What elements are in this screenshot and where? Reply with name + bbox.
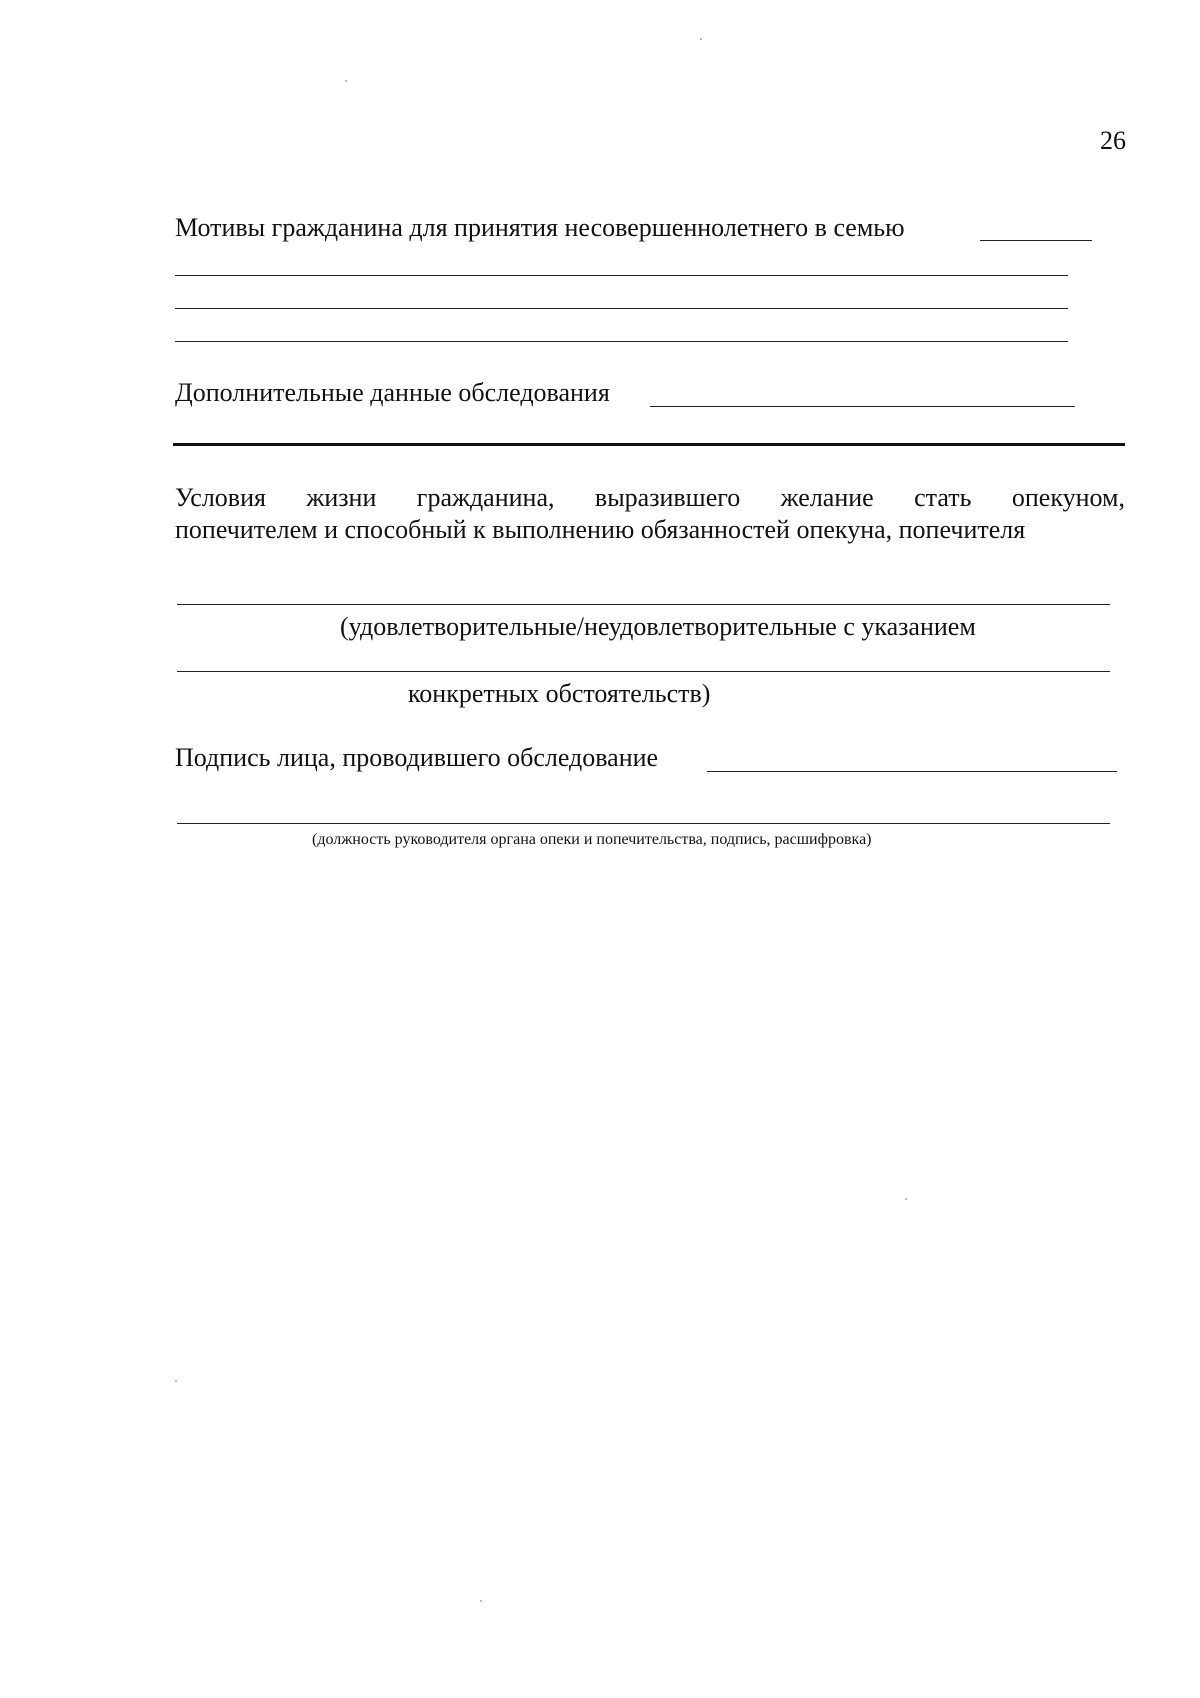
motives-label: Мотивы гражданина для принятия несовершеннолетнего в семью [175, 213, 905, 242]
motives-fill-line[interactable] [980, 240, 1092, 241]
scan-speck [345, 80, 347, 82]
scan-speck [905, 1198, 907, 1200]
conditions-word: жизни [306, 483, 377, 512]
signature-label: Подпись лица, проводившего обследование [175, 743, 659, 772]
conditions-word: желание [780, 483, 874, 512]
conditions-word: гражданина, [416, 483, 555, 512]
additional-data-fill-line[interactable] [650, 406, 1075, 407]
motives-fill-line[interactable] [175, 275, 1068, 276]
conditions-word: опекуном, [1011, 483, 1125, 512]
page-number: 26 [1100, 126, 1126, 155]
conditions-hint-line1: (удовлетворительные/неудовлетворительные с указанием [340, 612, 976, 641]
conditions-word: Условия [175, 483, 266, 512]
section-divider [173, 443, 1125, 446]
conditions-label-line2: попечителем и способный к выполнению обязанностей опекуна, попечителя [175, 515, 1026, 544]
conditions-hint-line2: конкретных обстоятельств) [408, 679, 711, 708]
motives-fill-line[interactable] [175, 308, 1068, 309]
motives-fill-line[interactable] [175, 341, 1068, 342]
conditions-word: выразившего [594, 483, 741, 512]
conditions-fill-line[interactable] [177, 671, 1110, 672]
scan-speck [480, 1600, 482, 1602]
signature-fill-line[interactable] [707, 771, 1117, 772]
conditions-word: стать [914, 483, 972, 512]
official-fill-line[interactable] [177, 823, 1110, 824]
scan-speck [700, 38, 702, 40]
official-caption: (должность руководителя органа опеки и попечительства, подпись, расшифровка) [312, 831, 872, 848]
conditions-label-line1 [175, 483, 1125, 513]
scan-speck [175, 1380, 177, 1382]
additional-data-label: Дополнительные данные обследования [175, 378, 610, 407]
conditions-fill-line[interactable] [177, 604, 1110, 605]
